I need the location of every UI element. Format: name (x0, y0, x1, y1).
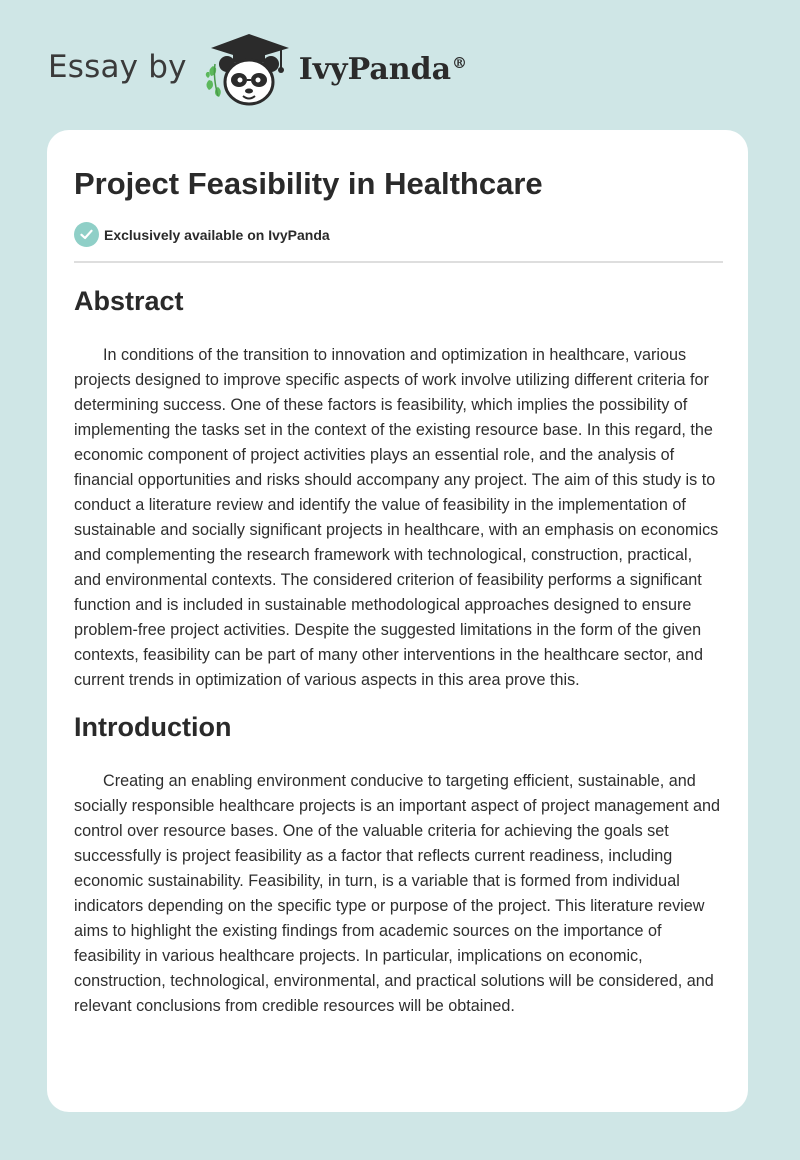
exclusive-badge (74, 222, 330, 247)
section-body-abstract: In conditions of the transition to innovation and optimization in healthcare, various projects designed to improve specific aspects of work involve utilizing different criteria for determining success. One of these factors is feasibility, which implies the possibility of implementing the tasks set in the context of the existing resource base. In this regard, the economic component of project activities plays an essential role, and the analysis of financial opportunities and risks should accompany any project. The aim of this study is to conduct a literature review and identify the value of feasibility in the implementation of sustainable and socially significant projects in healthcare, with an emphasis on economics and complementing the research framework with technological, construction, practical, and environmental contexts. The considered criterion of feasibility performs a significant function and is included in sustainable methodological approaches designed to ensure problem-free project activities. Despite the suggested limitations in the form of the given contexts, feasibility can be part of many other interventions in the healthcare sector, and current trends in optimization of various aspects in this area prove this. (74, 346, 719, 689)
brand-header[interactable] (48, 30, 467, 110)
title-divider (74, 261, 723, 263)
section-heading-abstract: Abstract (74, 286, 184, 316)
panda-logo-icon (203, 30, 295, 110)
page-title: Project Feasibility in Healthcare (74, 166, 543, 201)
section-heading-introduction: Introduction (74, 712, 232, 742)
badge-label: Exclusively available on IvyPanda (104, 226, 330, 243)
brand-prefix: Essay by (48, 49, 187, 85)
brand-name-text: IvyPanda (298, 51, 452, 87)
check-circle-icon (74, 222, 99, 247)
registered-mark: ® (452, 53, 468, 72)
essay-card (47, 130, 748, 1112)
section-body-introduction: Creating an enabling environment conducive to targeting efficient, sustainable, and socially responsible healthcare projects is an important aspect of project management and control over resource bases. One of the valuable criteria for achieving the goals set successfully is project feasibility as a factor that reflects current readiness, including economic sustainability. Feasibility, in turn, is a variable that is formed from individual indicators depending on the specific type or purpose of the project. This literature review aims to highlight the existing findings from academic sources on the importance of feasibility in various healthcare projects. In particular, implications on economic, construction, technological, environmental, and practical solutions will be considered, and relevant conclusions from credible resources will be obtained. (74, 772, 721, 1015)
brand-name (299, 52, 467, 87)
